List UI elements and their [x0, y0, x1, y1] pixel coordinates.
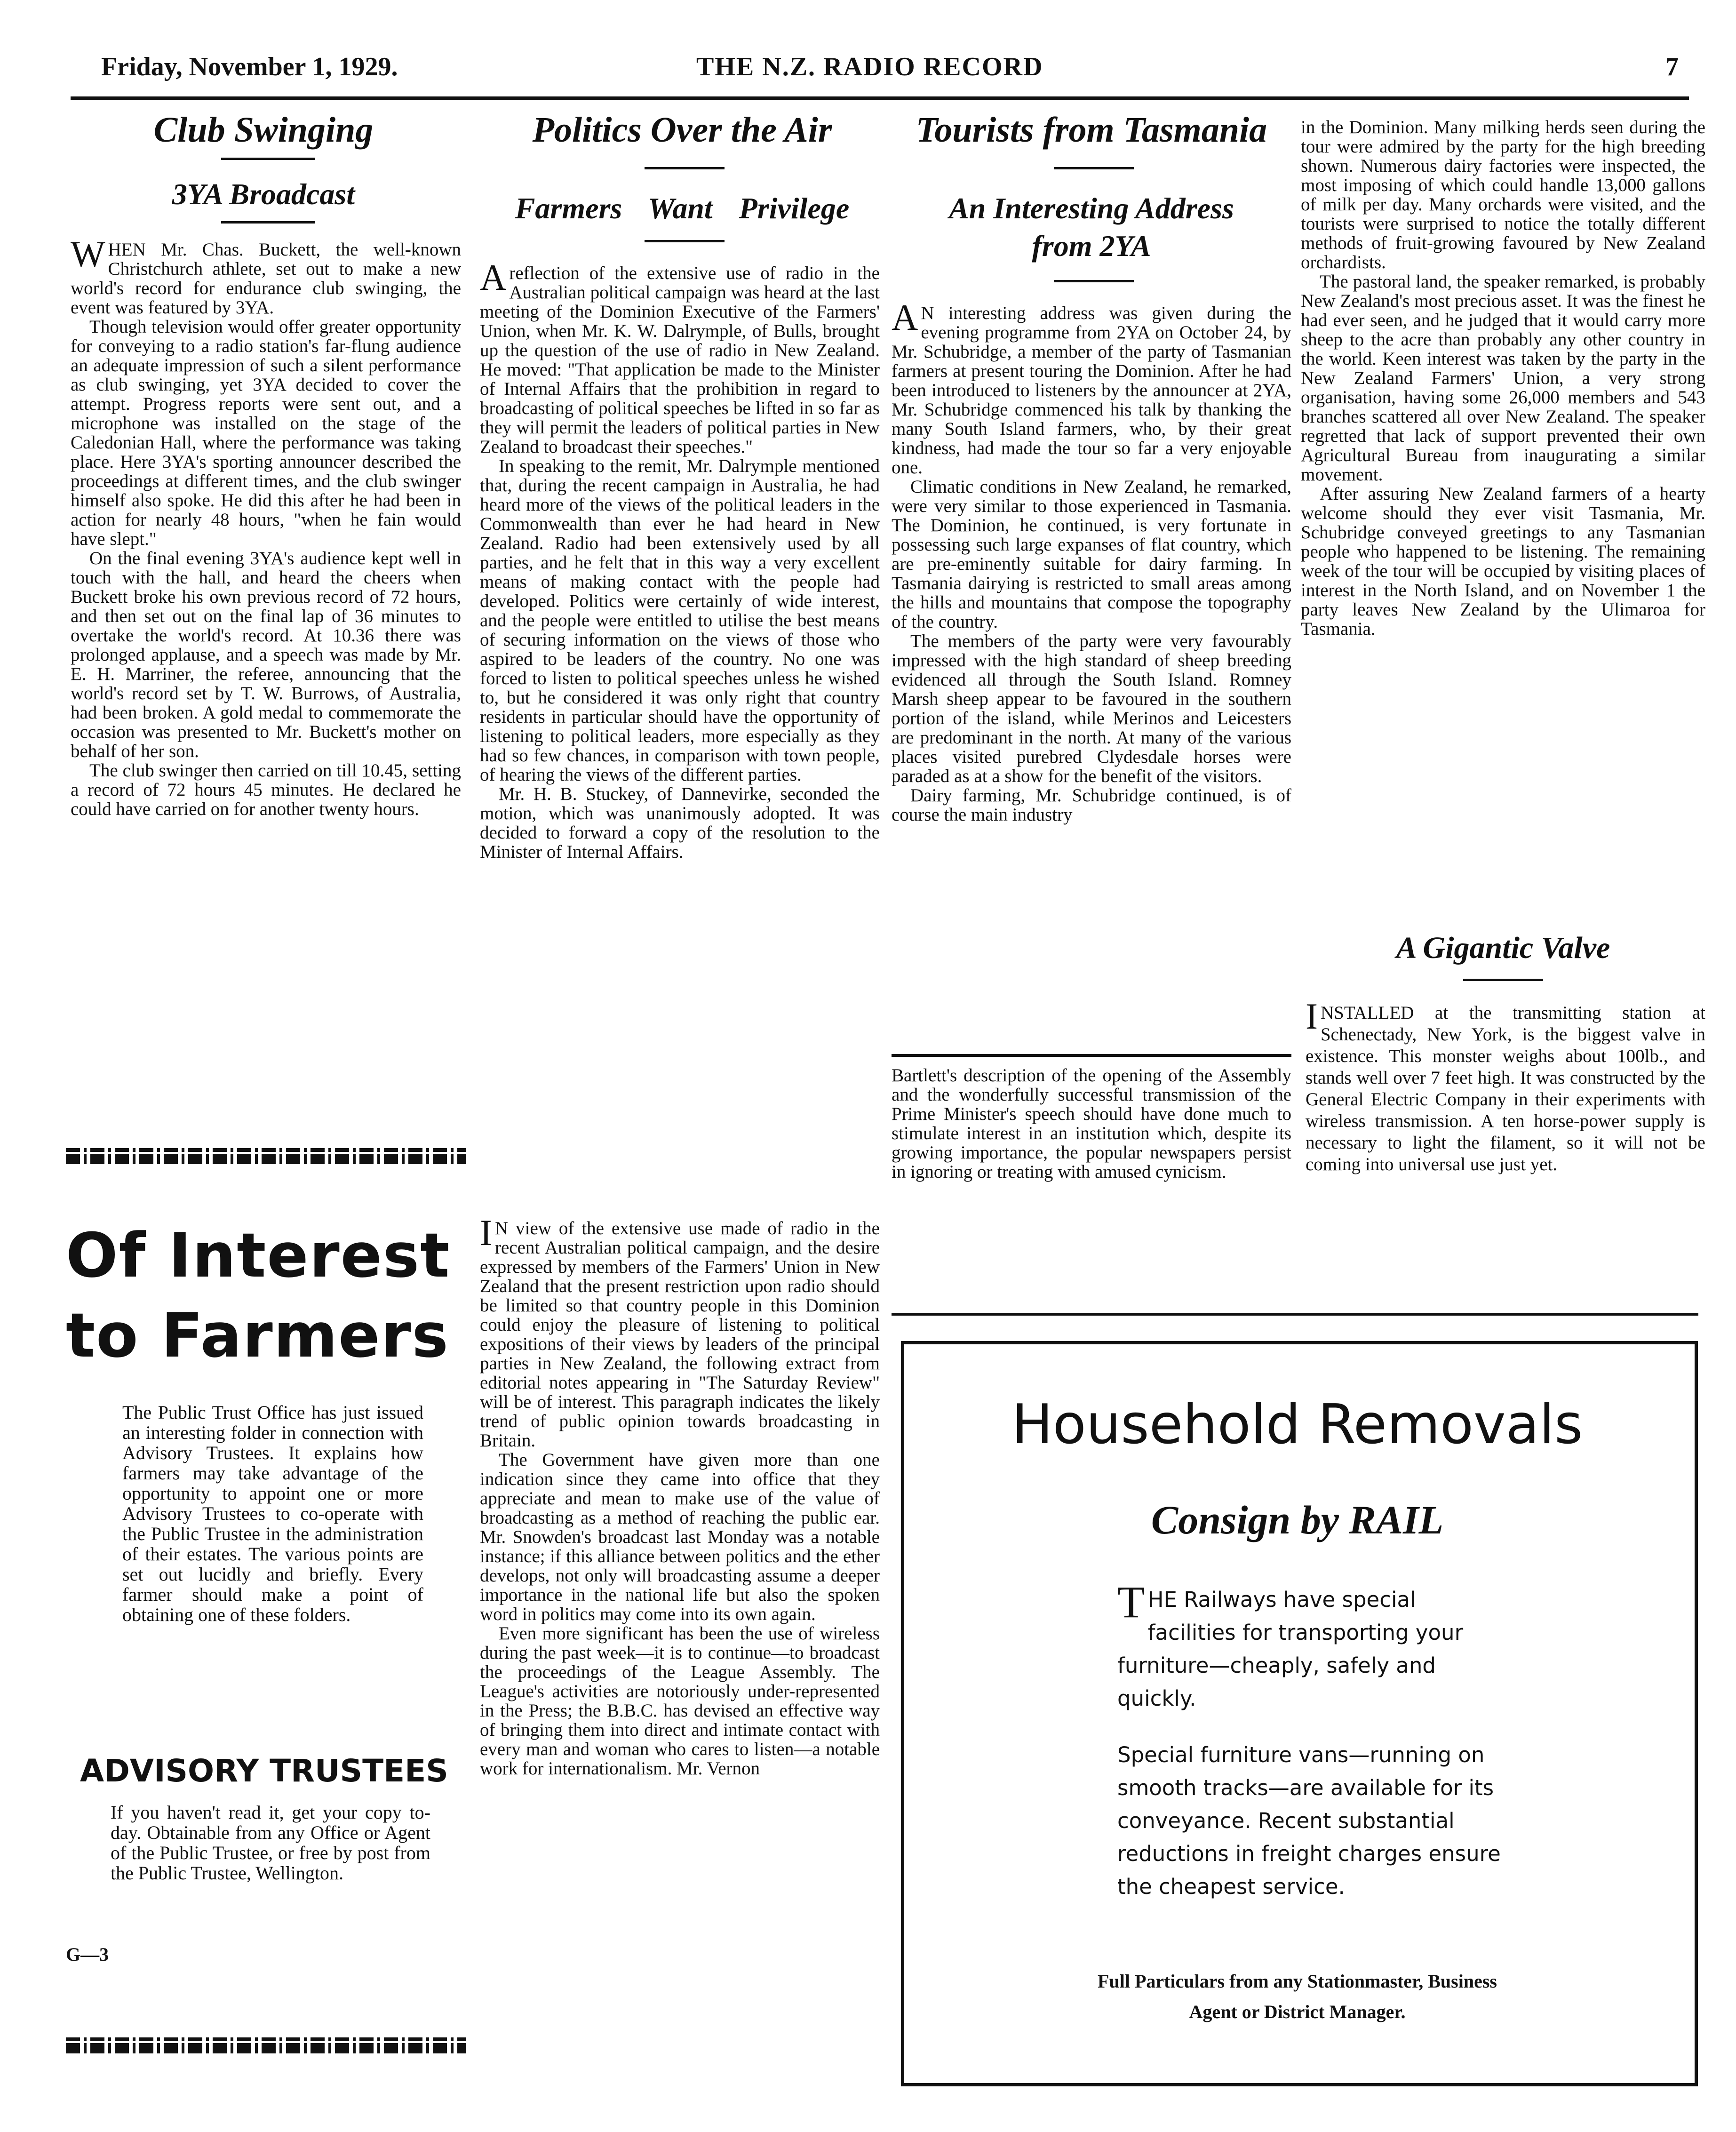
valve-title: A Gigantic Valve [1396, 931, 1610, 965]
rail-ad-para-1-text: HE Railways have special facilities for transporting your furniture—cheaply, safely and quickly. [1117, 1587, 1464, 1711]
advisory-trustees-heading: ADVISORY TRUSTEES [80, 1753, 448, 1789]
valve-article [1306, 1002, 1705, 1308]
club-paragraph-1: HEN Mr. Chas. Buckett, the well-known Christchurch athlete, set out to make a new world's record for endurance club swinging, the event was featured by 3YA. [71, 240, 461, 318]
politics-subtitle-rule [645, 240, 725, 242]
tourists-subtitle-line-1: An Interesting Address [949, 192, 1234, 225]
rail-ad-para-1 [1117, 1577, 1503, 1715]
tourists-continuation [1301, 118, 1705, 889]
tourists-continued-2: The pastoral land, the speaker remarked, is probably New Zealand's most precious asset. It was the finest he had ever seen, and he judged that it would carry more sheep to the acre than probably any other country in the world. Keen interest was taken by the party in the New Zealand Farmers' Union, a very strong organisation, having some 26,000 members and 543 branches scattered all over New Zealand. The speaker regretted that lack of support prevented their own Agricultural Bureau from inaugurating a similar movement. [1301, 271, 1705, 485]
tourists-title-rule [1054, 167, 1134, 169]
club-paragraph-3: On the final evening 3YA's audience kept well in touch with the hall, and heard the cheers when Buckett broke his own previous record of 72 hours, and then set out on the final lap of 36 minutes to overtake the world's record. At 10.36 there was prolonged applause, and a speech was made by Mr. E. H. Marriner, the referee, announcing that the world's record set by T. W. Burrows, of Australia, had been broken. A gold medal to commemorate the occasion was presented to Mr. Buckett's mother on behalf of her son. [71, 548, 461, 761]
politics-paragraph-1: reflection of the extensive use of radio in the Australian political campaign was heard at the last meeting of the Dominion Executive of the Farmers' Union, when Mr. K. W. Dalrymple, of Bulls, brought up the question of the use of radio in New Zealand. He moved: "That application be made to the Minister of Internal Affairs that the prohibition in regard to broadcasting of political speeches be lifted in so far as they will permit the leaders of political parties in New Zealand to broadcast their speeches." [480, 264, 880, 457]
bartlett-separator [892, 1054, 1291, 1057]
bartlett-article [892, 1066, 1291, 1301]
club-paragraph-2: Though television would offer greater opportunity for conveying to a radio station's far-flung audience an adequate impression of such a silent performance as club swinging, yet 3YA decided to cover the attempt. Progress reports were sent out, and a microphone was installed on the stage of the Caledonian Hall, where the performance was taking place. Here 3YA's sporting announcer described the proceedings at different times, and the club swinger himself also spoke. He did this after he had been in action for nearly 48 hours, "when he fain would have slept." [71, 317, 461, 549]
farmers-heading-line-1: Of Interest [66, 1220, 451, 1291]
valve-dropcap: I [1306, 1002, 1318, 1037]
politics-subtitle: Farmers Want Privilege [515, 192, 850, 225]
valve-paragraph: NSTALLED at the transmitting station at Schenectady, New York, is the biggest valve in existence. This monster weighs about 100lb., and stands well over 7 feet high. It was constructed by the General Electric Company in their experiments with wireless transmission. A ten horse-power supply is necessary to light the filament, so it will not be coming into universal use just yet. [1306, 1003, 1705, 1174]
club-title: Club Swinging [153, 110, 374, 150]
ad-top-rule [892, 1313, 1698, 1316]
club-paragraph-4: The club swinger then carried on till 10.45, setting a record of 72 hours 45 minutes. He declared he could have carried on for another twenty hours. [71, 760, 461, 819]
politics-title-rule [645, 167, 725, 169]
politics-paragraph-3: Mr. H. B. Stuckey, of Dannevirke, seconded the motion, which was unanimously adopted. It was decided to forward a copy of the resolution to the Minister of Internal Affairs. [480, 784, 880, 862]
rail-ad-footer-line-1: Full Particulars from any Stationmaster, Business [1098, 1971, 1497, 1992]
farmers-heading-line-2: to Farmers [66, 1300, 449, 1371]
valve-title-rule [1463, 979, 1543, 981]
tourists-continued-1: in the Dominion. Many milking herds seen during the tour were admired by the party for the high breeding shown. Numerous dairy factories were inspected, the most imposing of which could handle 13,000 gallons of milk per day. Many orchards were visited, and the tourists were surprised to notice the totally different methods of fruit-growing favoured by New Zealand orchardists. [1301, 118, 1705, 272]
tourists-paragraph-2: Climatic conditions in New Zealand, he remarked, were very similar to those experienced in Tasmania. The Dominion, he continued, is very fortunate in possessing such large expanses of flat country, which are pre-eminently suitable for dairy farming. In Tasmania dairying is restricted to small areas among the hills and mountains that compose the topography of the country. [892, 477, 1291, 632]
rail-ad-footer-line-2: Agent or District Manager. [1189, 2001, 1406, 2022]
column-1-bottom-decorative-rule [66, 2037, 466, 2053]
farmers-body [122, 1402, 423, 1732]
rail-ad-para-2: Special furniture vans—running on smooth tracks—are available for its conveyance. Recent substantial reductions in freight charges ensure the cheapest service. [1117, 1742, 1501, 1899]
rail-ad-subtitle: Consign by RAIL [1151, 1497, 1444, 1542]
tourists-subtitle-line-2: from 2YA [1032, 229, 1151, 263]
politics-paragraph-2: In speaking to the remit, Mr. Dalrymple mentioned that, during the recent campaign in Australia, he had heard more of the views of the political leaders in the Commonwealth than ever he had heard in New Zealand. Radio had been extensively used by all parties, and he felt that in this way a very excellent means of making contact with the people had developed. Politics were certainly of wide interest, and the people were entitled to utilise the best means of securing information on the views of those who aspired to be leaders of the country. No one was forced to listen to political speeches unless he wished to, but he considered it was only right that country residents in particular should have the opportunity of listening to political leaders, more especially as they had so few chances, in comparison with town people, of hearing the views of the different parties. [480, 456, 880, 785]
club-article [71, 240, 461, 1115]
tourists-paragraph-1: N interesting address was given during the evening programme from 2YA on October 24, by Mr. Schubridge, a member of the party of Tasmanian farmers at present touring the Dominion. After he had been introduced to listeners by the announcer at 2YA, Mr. Schubridge commenced his talk by thanking the many South Island farmers, who, by their great kindness, had made the tour so far a very enjoyable one. [892, 303, 1291, 478]
masthead-title: THE N.Z. RADIO RECORD [696, 52, 1043, 81]
farmers-body-text: The Public Trust Office has just issued an interesting folder in connection with Advisory Trustees. It explains how farmers may take advantage of the opportunity to appoint one or more Advisory Trustees to co-operate with the Public Trustee in the administration of their estates. The various points are set out lucidly and briefly. Every farmer should make a point of obtaining one of these folders. [122, 1402, 423, 1625]
politics-title: Politics Over the Air [532, 110, 832, 150]
politics-paragraph-5: The Government have given more than one indication since they came into office that they appreciate and mean to make use of the value of broadcasting as a method of reaching the public ear. Mr. Snowden's broadcast last Monday was a notable instance; if this alliance between politics and the ether develops, not only will broadcasting assume a deeper importance in the national life but also the spoken word in politics may come into its own again. [480, 1450, 880, 1624]
tourists-dropcap: A [892, 303, 918, 338]
page-number: 7 [1665, 52, 1679, 81]
club-subtitle-rule [221, 221, 315, 224]
farmers-footer [111, 1802, 430, 1943]
politics-paragraph-6: Even more significant has been the use of wireless during the past week—it is to continue—to broadcast the proceedings of the League Assembly. The League's activities are notoriously under-represented in the Press; the B.B.C. has devised an effective way of bringing them into direct and intimate contact with every man and woman who cares to listen—a notable work for internationalism. Mr. Vernon [480, 1623, 880, 1779]
politics-article-part-2 [480, 1219, 880, 2113]
masthead-rule [71, 96, 1689, 100]
bartlett-paragraph: Bartlett's description of the opening of the Assembly and the wonderfully successful transmission of the Prime Minister's speech should have done much to stimulate interest in an institution which, despite its growing importance, the popular newspapers persist in ignoring or treating with amused cynicism. [892, 1066, 1291, 1182]
tourists-continued-3: After assuring New Zealand farmers of a hearty welcome should they ever visit Tasmania, Mr. Schubridge conveyed greetings to any Tasmanian people who happened to be listening. The remaining week of the tour will be occupied by visiting places of interest in the North Island, and on November 1 the party leaves New Zealand by the Ulimaroa for Tasmania. [1301, 484, 1705, 639]
club-dropcap: W [71, 240, 105, 274]
tourists-paragraph-3: The members of the party were very favourably impressed with the high standard of sheep breeding evidenced all through the South Island. Romney Marsh sheep appear to be favoured in the southern portion of the island, while Merinos and Leicesters are predominant in the north. At many of the various places visited purebred Clydesdale horses were paraded as at a show for the benefit of the visitors. [892, 631, 1291, 786]
column-1-decorative-rule [66, 1148, 466, 1164]
politics-paragraph-4: N view of the extensive use made of radio in the recent Australian political campaign, and the desire expressed by members of the Farmers' Union in New Zealand that the present restriction upon radio should be limited so that country people in this Dominion could enjoy the pleasure of listening to political expositions of their views by leaders of the principal parties in New Zealand, the following extract from editorial notes appearing in "The Saturday Review" will be of interest. This paragraph indicates the likely trend of public opinion towards broadcasting in Britain. [480, 1219, 880, 1451]
farmers-footer-text: If you haven't read it, get your copy to-day. Obtainable from any Office or Agent of the Public Trustee, or free by post from the Public Trustee, Wellington. [111, 1802, 430, 1884]
tourists-title: Tourists from Tasmania [916, 110, 1267, 150]
ad-code: G—3 [66, 1944, 109, 1965]
politics-article-part-1 [480, 264, 880, 1200]
rail-ad-title: Household Removals [1011, 1393, 1583, 1456]
club-title-rule [221, 158, 315, 160]
masthead-date: Friday, November 1, 1929. [101, 52, 398, 81]
tourists-paragraph-4: Dairy farming, Mr. Schubridge continued, is of course the main industry [892, 785, 1291, 825]
politics-dropcap-2: I [480, 1219, 492, 1253]
tourists-subtitle-rule [1054, 280, 1134, 282]
politics-dropcap-1: A [480, 264, 507, 298]
club-subtitle: 3YA Broadcast [172, 177, 355, 211]
tourists-article [892, 303, 1291, 1047]
rail-ad-dropcap: T [1117, 1577, 1145, 1627]
